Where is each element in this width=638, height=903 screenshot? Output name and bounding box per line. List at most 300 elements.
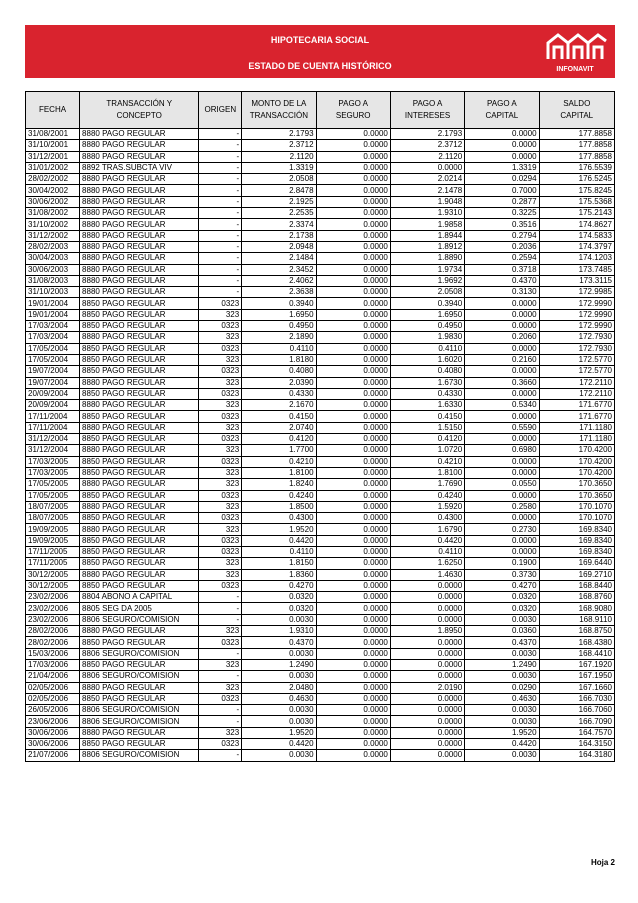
table-cell: 0323 bbox=[199, 535, 242, 546]
table-cell: 8806 SEGURO/COMISION bbox=[80, 705, 199, 716]
table-cell: 323 bbox=[199, 659, 242, 670]
table-cell: 0.0000 bbox=[390, 580, 464, 591]
table-cell: 30/04/2002 bbox=[26, 185, 80, 196]
table-cell: 8880 PAGO REGULAR bbox=[80, 727, 199, 738]
table-cell: 177.8858 bbox=[539, 140, 614, 151]
table-cell: 171.1180 bbox=[539, 434, 614, 445]
table-row bbox=[26, 490, 615, 501]
table-cell: 0.2060 bbox=[465, 332, 539, 343]
table-cell: 0.4110 bbox=[390, 343, 464, 354]
table-cell: 2.0480 bbox=[242, 682, 316, 693]
table-cell: 8850 PAGO REGULAR bbox=[80, 366, 199, 377]
table-row bbox=[26, 467, 615, 478]
table-row bbox=[26, 343, 615, 354]
table-cell: 0.0000 bbox=[465, 151, 539, 162]
table-cell: 0323 bbox=[199, 693, 242, 704]
table-cell: 8850 PAGO REGULAR bbox=[80, 739, 199, 750]
table-cell: 172.5770 bbox=[539, 354, 614, 365]
table-cell: 31/12/2002 bbox=[26, 230, 80, 241]
table-cell: 0.4420 bbox=[242, 535, 316, 546]
table-cell: 0.3940 bbox=[390, 298, 464, 309]
table-cell: 0.0000 bbox=[316, 354, 390, 365]
table-cell: 0.0000 bbox=[316, 140, 390, 151]
table-cell: 0.0000 bbox=[390, 614, 464, 625]
table-cell: 0.0000 bbox=[390, 739, 464, 750]
column-header bbox=[539, 92, 614, 129]
table-cell: 31/12/2001 bbox=[26, 151, 80, 162]
table-cell: 323 bbox=[199, 524, 242, 535]
table-cell: 0.0000 bbox=[316, 535, 390, 546]
table-cell: 02/05/2006 bbox=[26, 682, 80, 693]
table-cell: 174.3797 bbox=[539, 241, 614, 252]
table-row bbox=[26, 321, 615, 332]
table-cell: 166.7030 bbox=[539, 693, 614, 704]
column-header-line: CONCEPTO bbox=[116, 111, 162, 120]
table-cell: 0.4210 bbox=[242, 456, 316, 467]
table-row bbox=[26, 693, 615, 704]
table-cell: 164.3150 bbox=[539, 739, 614, 750]
table-cell: 2.0508 bbox=[390, 287, 464, 298]
table-cell: 0.0000 bbox=[465, 298, 539, 309]
table-cell: 1.8500 bbox=[242, 501, 316, 512]
table-cell: 17/11/2005 bbox=[26, 558, 80, 569]
table-cell: 2.0948 bbox=[242, 241, 316, 252]
table-row bbox=[26, 592, 615, 603]
table-cell: 0.0030 bbox=[465, 671, 539, 682]
table-cell: 8850 PAGO REGULAR bbox=[80, 513, 199, 524]
table-cell: 8880 PAGO REGULAR bbox=[80, 479, 199, 490]
table-cell: 173.7485 bbox=[539, 264, 614, 275]
table-cell: 0.3730 bbox=[465, 569, 539, 580]
table-cell: 0.0294 bbox=[465, 174, 539, 185]
table-cell: 0.4240 bbox=[242, 490, 316, 501]
table-cell: 21/04/2006 bbox=[26, 671, 80, 682]
table-body bbox=[26, 129, 615, 762]
table-cell: 323 bbox=[199, 682, 242, 693]
table-row bbox=[26, 298, 615, 309]
table-cell: 0.0000 bbox=[316, 501, 390, 512]
table-cell: 8850 PAGO REGULAR bbox=[80, 456, 199, 467]
table-row bbox=[26, 626, 615, 637]
column-header-line: CAPITAL bbox=[560, 111, 594, 120]
table-cell: 167.1660 bbox=[539, 682, 614, 693]
table-row bbox=[26, 354, 615, 365]
table-cell: - bbox=[199, 219, 242, 230]
table-cell: 0.4330 bbox=[242, 388, 316, 399]
table-cell: 168.8760 bbox=[539, 592, 614, 603]
table-cell: 0.0000 bbox=[465, 411, 539, 422]
table-cell: 0323 bbox=[199, 490, 242, 501]
table-cell: 17/05/2004 bbox=[26, 354, 80, 365]
column-header bbox=[390, 92, 464, 129]
table-cell: 0.4300 bbox=[390, 513, 464, 524]
table-cell: 0.4420 bbox=[390, 535, 464, 546]
table-cell: 8880 PAGO REGULAR bbox=[80, 174, 199, 185]
table-cell: 8806 SEGURO/COMISION bbox=[80, 671, 199, 682]
table-cell: 0.4420 bbox=[465, 739, 539, 750]
table-cell: 20/09/2004 bbox=[26, 388, 80, 399]
table-cell: 0.0000 bbox=[316, 422, 390, 433]
table-cell: 172.9985 bbox=[539, 287, 614, 298]
table-cell: 0.4330 bbox=[390, 388, 464, 399]
table-cell: 8850 PAGO REGULAR bbox=[80, 467, 199, 478]
table-cell: 0.0000 bbox=[390, 693, 464, 704]
table-cell: 1.9310 bbox=[390, 208, 464, 219]
table-cell: 1.8890 bbox=[390, 253, 464, 264]
column-header-line: TRANSACCIÓN bbox=[249, 111, 308, 120]
table-cell: 2.0740 bbox=[242, 422, 316, 433]
table-cell: 2.0214 bbox=[390, 174, 464, 185]
table-cell: 0.0000 bbox=[316, 241, 390, 252]
table-cell: - bbox=[199, 614, 242, 625]
table-cell: 174.1203 bbox=[539, 253, 614, 264]
table-cell: 177.8858 bbox=[539, 151, 614, 162]
table-cell: 17/03/2005 bbox=[26, 467, 80, 478]
table-cell: 0.0000 bbox=[465, 366, 539, 377]
table-cell: 0.0030 bbox=[465, 716, 539, 727]
table-cell: - bbox=[199, 174, 242, 185]
table-cell: 8850 PAGO REGULAR bbox=[80, 411, 199, 422]
table-cell: 8850 PAGO REGULAR bbox=[80, 693, 199, 704]
table-cell: 31/12/2004 bbox=[26, 434, 80, 445]
table-cell: 2.0508 bbox=[242, 174, 316, 185]
table-cell: 1.9520 bbox=[242, 524, 316, 535]
table-cell: 31/08/2001 bbox=[26, 129, 80, 140]
table-cell: 8806 SEGURO/COMISION bbox=[80, 750, 199, 761]
table-row bbox=[26, 264, 615, 275]
table-cell: 174.8627 bbox=[539, 219, 614, 230]
table-row bbox=[26, 400, 615, 411]
table-row bbox=[26, 524, 615, 535]
table-cell: 323 bbox=[199, 400, 242, 411]
table-cell: 167.1920 bbox=[539, 659, 614, 670]
table-cell: 0323 bbox=[199, 411, 242, 422]
table-cell: - bbox=[199, 230, 242, 241]
table-cell: 8850 PAGO REGULAR bbox=[80, 309, 199, 320]
table-cell: 0.4950 bbox=[242, 321, 316, 332]
table-cell: 23/02/2006 bbox=[26, 603, 80, 614]
table-cell: 0.0000 bbox=[465, 490, 539, 501]
table-cell: 2.3712 bbox=[390, 140, 464, 151]
table-cell: 0.0030 bbox=[465, 750, 539, 761]
table-cell: 0323 bbox=[199, 456, 242, 467]
table-cell: 172.9990 bbox=[539, 309, 614, 320]
table-cell: 0.0550 bbox=[465, 479, 539, 490]
table-cell: 0323 bbox=[199, 434, 242, 445]
table-cell: 0.3516 bbox=[465, 219, 539, 230]
table-cell: 0.2794 bbox=[465, 230, 539, 241]
table-cell: 19/01/2004 bbox=[26, 309, 80, 320]
table-cell: 0.0000 bbox=[316, 659, 390, 670]
table-row bbox=[26, 196, 615, 207]
table-row bbox=[26, 366, 615, 377]
column-header-line: ORIGEN bbox=[204, 105, 237, 114]
table-cell: 172.5770 bbox=[539, 366, 614, 377]
table-cell: 323 bbox=[199, 727, 242, 738]
column-header bbox=[316, 92, 390, 129]
table-cell: 31/01/2002 bbox=[26, 162, 80, 173]
table-cell: 8880 PAGO REGULAR bbox=[80, 185, 199, 196]
table-cell: 0.0000 bbox=[316, 693, 390, 704]
table-cell: 31/08/2003 bbox=[26, 275, 80, 286]
table-cell: 0.0000 bbox=[316, 151, 390, 162]
table-cell: 8850 PAGO REGULAR bbox=[80, 546, 199, 557]
table-cell: 323 bbox=[199, 445, 242, 456]
table-cell: 0.0000 bbox=[465, 546, 539, 557]
table-cell: 8880 PAGO REGULAR bbox=[80, 682, 199, 693]
table-cell: 8850 PAGO REGULAR bbox=[80, 490, 199, 501]
table-cell: 19/07/2004 bbox=[26, 377, 80, 388]
table-cell: 0.0000 bbox=[316, 366, 390, 377]
table-cell: 0323 bbox=[199, 637, 242, 648]
table-cell: 8880 PAGO REGULAR bbox=[80, 287, 199, 298]
table-cell: 1.9734 bbox=[390, 264, 464, 275]
table-cell: 19/09/2005 bbox=[26, 535, 80, 546]
table-cell: 0.0000 bbox=[390, 648, 464, 659]
column-header-line: INTERESES bbox=[404, 111, 451, 120]
table-cell: 1.9048 bbox=[390, 196, 464, 207]
column-header bbox=[199, 92, 242, 129]
table-cell: 8880 PAGO REGULAR bbox=[80, 332, 199, 343]
table-header-row bbox=[26, 92, 615, 129]
column-header-line: SEGURO bbox=[335, 111, 371, 120]
table-cell: 175.8245 bbox=[539, 185, 614, 196]
table-cell: 17/05/2004 bbox=[26, 343, 80, 354]
table-cell: - bbox=[199, 750, 242, 761]
table-cell: - bbox=[199, 241, 242, 252]
table-cell: 21/07/2006 bbox=[26, 750, 80, 761]
table-cell: 31/10/2001 bbox=[26, 140, 80, 151]
table-cell: 0.0030 bbox=[465, 648, 539, 659]
table-cell: - bbox=[199, 671, 242, 682]
table-cell: 323 bbox=[199, 332, 242, 343]
table-cell: 23/06/2006 bbox=[26, 716, 80, 727]
column-header-line: PAGO A bbox=[487, 99, 517, 108]
table-cell: 2.0390 bbox=[242, 377, 316, 388]
table-cell: 2.0190 bbox=[390, 682, 464, 693]
column-header-line: MONTO DE LA bbox=[251, 99, 307, 108]
table-cell: 0.0000 bbox=[390, 716, 464, 727]
table-cell: 8806 SEGURO/COMISION bbox=[80, 648, 199, 659]
table-cell: 0.0000 bbox=[316, 332, 390, 343]
table-cell: 0.0030 bbox=[242, 671, 316, 682]
table-cell: 172.9990 bbox=[539, 321, 614, 332]
table-cell: 0.0000 bbox=[316, 671, 390, 682]
table-cell: 166.7090 bbox=[539, 716, 614, 727]
table-cell: 8850 PAGO REGULAR bbox=[80, 637, 199, 648]
table-cell: 0.0000 bbox=[316, 287, 390, 298]
table-cell: 8880 PAGO REGULAR bbox=[80, 219, 199, 230]
table-cell: 0323 bbox=[199, 321, 242, 332]
table-cell: 1.2490 bbox=[465, 659, 539, 670]
table-cell: 17/03/2006 bbox=[26, 659, 80, 670]
table-cell: 17/11/2005 bbox=[26, 546, 80, 557]
table-cell: 0.4370 bbox=[242, 637, 316, 648]
table-cell: 0.0320 bbox=[465, 603, 539, 614]
table-cell: 8880 PAGO REGULAR bbox=[80, 400, 199, 411]
table-row bbox=[26, 580, 615, 591]
table-cell: 170.3650 bbox=[539, 490, 614, 501]
table-cell: 166.7060 bbox=[539, 705, 614, 716]
logo-wordmark: INFONAVIT bbox=[556, 66, 594, 73]
table-cell: 0.0000 bbox=[316, 174, 390, 185]
table-cell: 0.4080 bbox=[390, 366, 464, 377]
table-cell: 0.0000 bbox=[316, 648, 390, 659]
table-cell: 168.8440 bbox=[539, 580, 614, 591]
table-cell: 0323 bbox=[199, 739, 242, 750]
table-cell: 28/02/2002 bbox=[26, 174, 80, 185]
table-cell: 0.7000 bbox=[465, 185, 539, 196]
table-cell: 0.0000 bbox=[316, 253, 390, 264]
table-cell: 170.1070 bbox=[539, 501, 614, 512]
table-cell: 168.8750 bbox=[539, 626, 614, 637]
table-cell: 30/12/2005 bbox=[26, 580, 80, 591]
table-cell: - bbox=[199, 185, 242, 196]
table-cell: 30/06/2002 bbox=[26, 196, 80, 207]
table-cell: 31/12/2004 bbox=[26, 445, 80, 456]
table-cell: 0.0000 bbox=[390, 727, 464, 738]
table-row bbox=[26, 558, 615, 569]
table-cell: 170.4200 bbox=[539, 445, 614, 456]
column-header-line: SALDO bbox=[563, 99, 591, 108]
table-cell: 0.0000 bbox=[465, 388, 539, 399]
table-cell: 8880 PAGO REGULAR bbox=[80, 253, 199, 264]
table-cell: 0.0000 bbox=[316, 467, 390, 478]
table-cell: 0.0360 bbox=[465, 626, 539, 637]
table-cell: 0.2160 bbox=[465, 354, 539, 365]
table-cell: - bbox=[199, 648, 242, 659]
table-cell: 0.0000 bbox=[316, 400, 390, 411]
table-cell: 0.0000 bbox=[316, 603, 390, 614]
table-cell: 1.6790 bbox=[390, 524, 464, 535]
table-cell: 0.2594 bbox=[465, 253, 539, 264]
table-cell: 0.4120 bbox=[390, 434, 464, 445]
table-cell: 8806 SEGURO/COMISION bbox=[80, 614, 199, 625]
table-cell: 0323 bbox=[199, 298, 242, 309]
table-cell: 8880 PAGO REGULAR bbox=[80, 422, 199, 433]
column-header-line: PAGO A bbox=[338, 99, 369, 108]
table-cell: 0.0000 bbox=[390, 592, 464, 603]
table-cell: 0.4150 bbox=[390, 411, 464, 422]
table-cell: 0.0000 bbox=[465, 467, 539, 478]
table-cell: 172.7930 bbox=[539, 343, 614, 354]
table-cell: 1.9858 bbox=[390, 219, 464, 230]
table-cell: 0.0320 bbox=[242, 592, 316, 603]
table-cell: 0.0000 bbox=[465, 129, 539, 140]
table-row bbox=[26, 456, 615, 467]
table-cell: 0.0000 bbox=[390, 603, 464, 614]
table-row bbox=[26, 208, 615, 219]
table-cell: 0.0000 bbox=[316, 185, 390, 196]
table-cell: 8804 ABONO A CAPITAL bbox=[80, 592, 199, 603]
table-cell: 1.3319 bbox=[242, 162, 316, 173]
table-cell: 0.0000 bbox=[316, 456, 390, 467]
table-cell: 17/03/2004 bbox=[26, 332, 80, 343]
table-row bbox=[26, 388, 615, 399]
table-cell: 0.1900 bbox=[465, 558, 539, 569]
table-cell: 1.6250 bbox=[390, 558, 464, 569]
table-cell: 0.0000 bbox=[316, 162, 390, 173]
table-row bbox=[26, 434, 615, 445]
column-header bbox=[242, 92, 316, 129]
table-cell: 0.4110 bbox=[390, 546, 464, 557]
table-cell: 0.0000 bbox=[465, 343, 539, 354]
table-row bbox=[26, 241, 615, 252]
table-row bbox=[26, 535, 615, 546]
table-cell: 23/02/2006 bbox=[26, 614, 80, 625]
table-row bbox=[26, 411, 615, 422]
table-cell: 0323 bbox=[199, 580, 242, 591]
table-cell: 30/06/2006 bbox=[26, 727, 80, 738]
table-row bbox=[26, 603, 615, 614]
table-cell: - bbox=[199, 129, 242, 140]
table-cell: 0.0030 bbox=[242, 614, 316, 625]
table-cell: 30/06/2006 bbox=[26, 739, 80, 750]
table-row bbox=[26, 140, 615, 151]
table-cell: 0.0000 bbox=[465, 434, 539, 445]
document-subtitle: ESTADO DE CUENTA HISTÓRICO bbox=[248, 61, 392, 71]
table-cell: 31/10/2002 bbox=[26, 219, 80, 230]
table-cell: 0.0000 bbox=[390, 750, 464, 761]
table-cell: 0.0000 bbox=[316, 569, 390, 580]
table-cell: 28/02/2006 bbox=[26, 637, 80, 648]
table-cell: 2.1484 bbox=[242, 253, 316, 264]
table-cell: 0.3660 bbox=[465, 377, 539, 388]
table-cell: 0.0000 bbox=[316, 129, 390, 140]
table-row bbox=[26, 614, 615, 625]
table-cell: 0.4950 bbox=[390, 321, 464, 332]
table-cell: 169.8340 bbox=[539, 546, 614, 557]
table-cell: 0.0000 bbox=[316, 558, 390, 569]
table-cell: 0.0000 bbox=[316, 614, 390, 625]
table-cell: 323 bbox=[199, 501, 242, 512]
table-row bbox=[26, 750, 615, 761]
table-cell: 0323 bbox=[199, 343, 242, 354]
table-row bbox=[26, 637, 615, 648]
table-cell: 167.1950 bbox=[539, 671, 614, 682]
table-row bbox=[26, 445, 615, 456]
table-cell: 0.0000 bbox=[316, 343, 390, 354]
table-cell: 170.3650 bbox=[539, 479, 614, 490]
table-cell: 323 bbox=[199, 467, 242, 478]
table-cell: 0.4110 bbox=[242, 343, 316, 354]
table-cell: 8880 PAGO REGULAR bbox=[80, 264, 199, 275]
table-cell: 1.8360 bbox=[242, 569, 316, 580]
table-cell: 8880 PAGO REGULAR bbox=[80, 129, 199, 140]
table-cell: 175.2143 bbox=[539, 208, 614, 219]
table-cell: 0.5340 bbox=[465, 400, 539, 411]
table-cell: 0.2730 bbox=[465, 524, 539, 535]
table-cell: 1.9692 bbox=[390, 275, 464, 286]
table-cell: 1.4630 bbox=[390, 569, 464, 580]
table-cell: 28/02/2006 bbox=[26, 626, 80, 637]
table-cell: 0.0000 bbox=[316, 219, 390, 230]
table-cell: 8850 PAGO REGULAR bbox=[80, 659, 199, 670]
table-cell: 17/05/2005 bbox=[26, 490, 80, 501]
statement-table bbox=[25, 91, 615, 762]
table-cell: 0.0000 bbox=[316, 637, 390, 648]
table-cell: - bbox=[199, 603, 242, 614]
table-cell: 323 bbox=[199, 558, 242, 569]
table-cell: 0.0000 bbox=[316, 388, 390, 399]
table-cell: 1.6730 bbox=[390, 377, 464, 388]
table-cell: 0.0030 bbox=[242, 750, 316, 761]
table-cell: 169.6440 bbox=[539, 558, 614, 569]
table-cell: 17/05/2005 bbox=[26, 479, 80, 490]
table-cell: 23/02/2006 bbox=[26, 592, 80, 603]
table-cell: 2.1890 bbox=[242, 332, 316, 343]
table-cell: 0323 bbox=[199, 513, 242, 524]
